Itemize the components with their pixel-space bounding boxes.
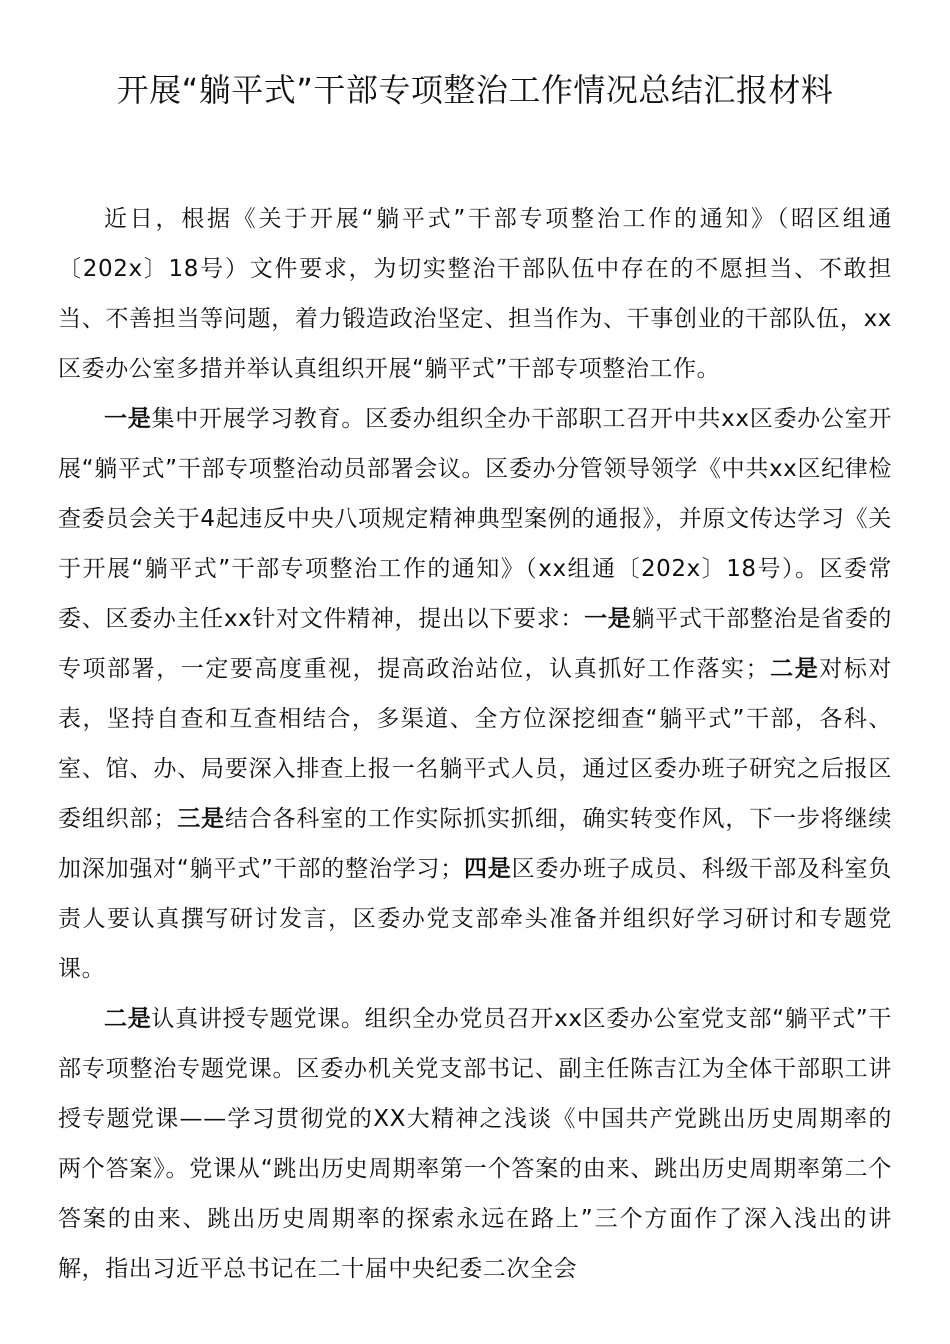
- requirement-2-lead: 二是: [769, 656, 820, 682]
- section-1-text: 集中开展学习教育。区委办组织全办干部职工召开中共xx区委办公室开展“躺平式”干部专项整治动员部署会议。区委办分管领导领学《中共xx区纪律检查委员会关于4起违反中央八项规定精神典型案例的通报》，并原文传达学习《关于开展“躺平式”干部专项整治工作的通知》（xx组通〔202x〕18号）。区委常委、区委办主任xx针对文件精神，提出以下要求：: [58, 406, 892, 632]
- requirement-3-lead: 三是: [176, 806, 225, 832]
- requirement-1-text: 躺平式干部整治是省委的专项部署，一定要高度重视，提高政治站位，认真抓好工作落实；: [58, 606, 892, 682]
- section-2-lead: 二是: [104, 1006, 152, 1032]
- document-title: 开展“躺平式”干部专项整治工作情况总结汇报材料: [116, 71, 834, 109]
- section-2-text: 认真讲授专题党课。组织全办党员召开xx区委办公室党支部“躺平式”干部专项整治专题党课。区委办机关党支部书记、副主任陈吉江为全体干部职工讲授专题党课——学习贯彻党的XX大精神之浅谈《中国共产党跳出历史周期率的两个答案》。党课从“跳出历史周期率第一个答案的由来、跳出历史周期率第二个答案的由来、跳出历史周期率的探索永远在路上”三个方面作了深入浅出的讲解，指出习近平总书记在二十届中央纪委二次全会: [58, 1006, 893, 1282]
- requirement-4-text: 区委办班子成员、科级干部及科室负责人要认真撰写研讨发言，区委办党支部牵头准备并组织好学习研讨和专题党课。: [58, 856, 892, 982]
- requirement-1-lead: 一是: [584, 606, 632, 632]
- section-2-paragraph: [58, 994, 892, 1294]
- requirement-3-text: 结合各科室的工作实际抓实抓细，确实转变作风，下一步将继续加深加强对“躺平式”干部的整治学习；: [58, 806, 892, 882]
- section-1-paragraph: [58, 394, 892, 994]
- intro-paragraph: 近日，根据《关于开展“躺平式”干部专项整治工作的通知》（昭区组通〔202x〕18号）文件要求，为切实整治干部队伍中存在的不愿担当、不敢担当、不善担当等问题，着力锻造政治坚定、担当作为、干事创业的干部队伍，xx区委办公室多措并举认真组织开展“躺平式”干部专项整治工作。: [58, 206, 892, 382]
- requirement-4-lead: 四是: [463, 856, 512, 882]
- section-1-lead: 一是: [104, 406, 152, 432]
- requirement-2-text: 对标对表，坚持自查和互查相结合，多渠道、全方位深挖细查“躺平式”干部，各科、室、馆、办、局要深入排查上报一名躺平式人员，通过区委办班子研究之后报区委组织部；: [58, 656, 892, 832]
- document-body: [58, 194, 892, 1294]
